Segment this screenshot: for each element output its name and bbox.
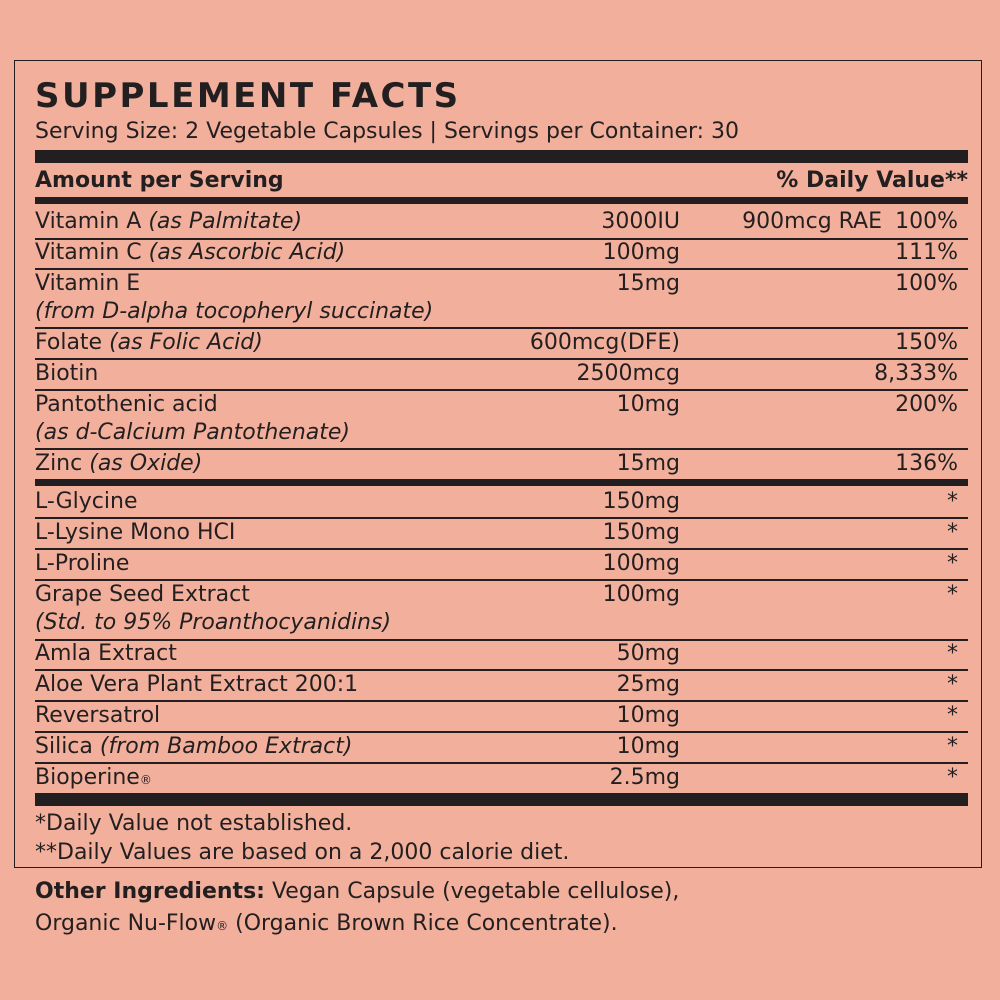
nutrient-dv: 136% xyxy=(895,451,958,476)
serving-info: Serving Size: 2 Vegetable Capsules | Servings per Container: 30 xyxy=(35,119,740,144)
nutrient-source: (as d-Calcium Pantothenate) xyxy=(35,420,351,445)
ingredient-dv: * xyxy=(947,489,958,514)
nutrient-name: Vitamin C xyxy=(35,240,142,265)
ingredient-dv: * xyxy=(947,765,958,790)
nutrient-dv: 111% xyxy=(895,240,958,265)
ingredient-amount: 25mg xyxy=(616,672,680,697)
nutrient-dv: 100% xyxy=(895,271,958,296)
nutrient-amount: 10mg xyxy=(616,392,680,417)
ingredient-qualifier: (from Bamboo Extract) xyxy=(99,734,353,759)
ingredient-name: Aloe Vera Plant Extract 200:1 xyxy=(35,672,359,697)
nutrient-dv: 200% xyxy=(895,392,958,417)
ingredient-name: L-Glycine xyxy=(35,489,138,514)
nutrient-amount: 2500mcg xyxy=(576,361,680,386)
ingredient-name: Bioperine xyxy=(35,765,140,790)
row-divider xyxy=(35,268,968,270)
nutrient-name: Zinc xyxy=(35,451,83,476)
ingredient-dv: * xyxy=(947,734,958,759)
row-divider xyxy=(35,700,968,702)
ingredient-dv: * xyxy=(947,520,958,545)
ingredient-name: Silica xyxy=(35,734,93,759)
medium-divider xyxy=(35,479,968,486)
other-ingredients xyxy=(35,876,975,940)
other-ingredients-text-1: Vegan Capsule (vegetable cellulose), xyxy=(264,879,680,904)
nutrient-amount: 15mg xyxy=(616,271,680,296)
ingredient-name: L-Proline xyxy=(35,551,130,576)
ingredient-amount: 50mg xyxy=(616,641,680,666)
nutrient-extra-amount: 900mcg RAE xyxy=(742,209,882,234)
nutrient-dv: 100% xyxy=(895,209,958,234)
ingredient-name: L-Lysine Mono HCI xyxy=(35,520,236,545)
ingredient-amount: 150mg xyxy=(602,520,680,545)
nutrient-name: Folate xyxy=(35,330,103,355)
nutrient-source: (from D-alpha tocopheryl succinate) xyxy=(35,299,434,324)
ingredient-dv: * xyxy=(947,641,958,666)
ingredient-amount: 100mg xyxy=(602,551,680,576)
ingredient-amount: 10mg xyxy=(616,703,680,728)
other-ingredients-label: Other Ingredients: xyxy=(35,879,265,904)
nutrient-name: Vitamin E xyxy=(35,271,141,296)
nutrient-qualifier: (as Ascorbic Acid) xyxy=(148,240,346,265)
nutrient-name: Pantothenic acid xyxy=(35,392,218,417)
ingredient-name: Grape Seed Extract xyxy=(35,582,250,607)
thick-divider xyxy=(35,793,968,806)
thick-divider xyxy=(35,150,968,163)
footnote-dv-not-established: *Daily Value not established. xyxy=(35,811,353,836)
medium-divider xyxy=(35,197,968,204)
nutrient-dv: 8,333% xyxy=(874,361,958,386)
nutrient-amount: 600mcg(DFE) xyxy=(529,330,680,355)
nutrient-amount: 100mg xyxy=(602,240,680,265)
nutrient-dv: 150% xyxy=(895,330,958,355)
other-ingredients-text-2: Organic Nu-Flow xyxy=(35,911,217,936)
registered-mark: ® xyxy=(216,919,229,933)
ingredient-dv: * xyxy=(947,672,958,697)
nutrient-amount: 3000IU xyxy=(601,209,680,234)
ingredient-standardization: (Std. to 95% Proanthocyanidins) xyxy=(35,610,392,635)
nutrient-qualifier: (as Folic Acid) xyxy=(109,330,263,355)
row-divider xyxy=(35,762,968,764)
row-divider xyxy=(35,548,968,550)
ingredient-dv: * xyxy=(947,703,958,728)
ingredient-name: Amla Extract xyxy=(35,641,177,666)
ingredient-name: Reversatrol xyxy=(35,703,161,728)
row-divider xyxy=(35,358,968,360)
amount-per-serving-label: Amount per Serving xyxy=(35,168,284,193)
ingredient-amount: 150mg xyxy=(602,489,680,514)
registered-mark: ® xyxy=(139,773,152,787)
panel-title: SUPPLEMENT FACTS xyxy=(35,76,461,116)
nutrient-amount: 15mg xyxy=(616,451,680,476)
ingredient-amount: 10mg xyxy=(616,734,680,759)
ingredient-dv: * xyxy=(947,551,958,576)
column-header-row xyxy=(35,166,968,196)
nutrient-qualifier: (as Palmitate) xyxy=(148,209,303,234)
nutrient-name: Vitamin A xyxy=(35,209,142,234)
other-ingredients-text-3: (Organic Brown Rice Concentrate). xyxy=(228,911,618,936)
ingredient-dv: * xyxy=(947,582,958,607)
ingredient-amount: 2.5mg xyxy=(609,765,680,790)
nutrient-name: Biotin xyxy=(35,361,99,386)
footnote-dv-basis: **Daily Values are based on a 2,000 calorie diet. xyxy=(35,840,570,865)
nutrient-qualifier: (as Oxide) xyxy=(89,451,203,476)
ingredient-amount: 100mg xyxy=(602,582,680,607)
daily-value-label: % Daily Value** xyxy=(776,168,968,193)
